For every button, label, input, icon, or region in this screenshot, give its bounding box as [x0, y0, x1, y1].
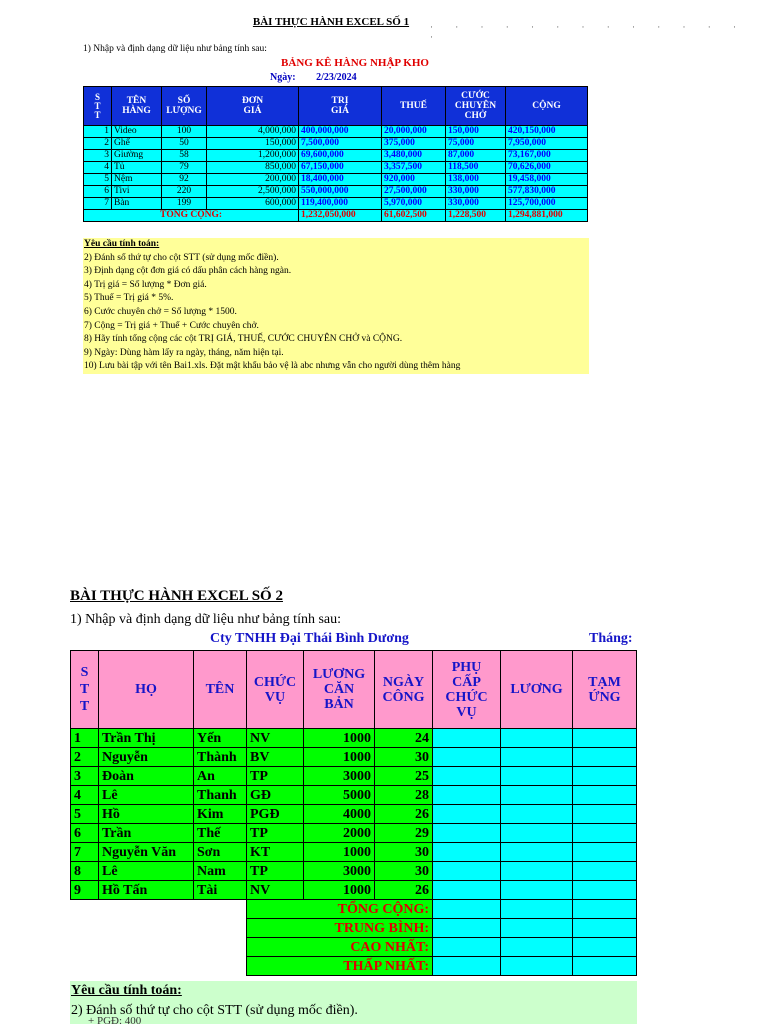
- header-ho[interactable]: HỌ: [99, 651, 194, 729]
- header-ngay-cong[interactable]: NGÀY CÔNG: [375, 651, 433, 729]
- cell-luong-can-ban[interactable]: 2000: [304, 824, 375, 843]
- cell-stt[interactable]: 2: [84, 138, 112, 150]
- cell-ho[interactable]: Lê: [99, 862, 194, 881]
- requirements-title: Yêu cầu tính toán:: [71, 983, 182, 998]
- cell-stt[interactable]: 1: [71, 729, 99, 748]
- total-row: [84, 210, 588, 222]
- table-row: [84, 162, 588, 174]
- cell-chuc-vu[interactable]: NV: [247, 881, 304, 900]
- blank-cell: [71, 957, 247, 976]
- cell-ten[interactable]: Yến: [194, 729, 247, 748]
- requirement-item: 3) Định dạng cột đơn giá có dấu phân cách hàng ngàn.: [84, 266, 292, 277]
- cell-chuc-vu[interactable]: TP: [247, 824, 304, 843]
- cell-chuc-vu[interactable]: NV: [247, 729, 304, 748]
- total-tri-gia[interactable]: 1,232,050,000: [299, 210, 382, 222]
- cell-ngay-cong[interactable]: 24: [375, 729, 433, 748]
- cell-phu-cap[interactable]: [433, 862, 501, 881]
- summary-row: [71, 957, 637, 976]
- header-phu-cap[interactable]: PHỤ CẤP CHỨC VỤ: [433, 651, 501, 729]
- cell-cong[interactable]: 7,950,000: [506, 138, 588, 150]
- cell-cuoc[interactable]: 330,000: [446, 198, 506, 210]
- total-cuoc[interactable]: 1,228,500: [446, 210, 506, 222]
- summary-label-average[interactable]: TRUNG BÌNH:: [247, 919, 433, 938]
- cell-don-gia[interactable]: 600,000: [207, 198, 299, 210]
- header-tri-gia[interactable]: TRỊ GIÁ: [299, 87, 382, 126]
- cell-thue[interactable]: 3,357,500: [382, 162, 446, 174]
- exercise1-title: BÀI THỰC HÀNH EXCEL SỐ 1: [252, 16, 410, 28]
- total-thue[interactable]: 61,602,500: [382, 210, 446, 222]
- cell-phu-cap[interactable]: [433, 805, 501, 824]
- cell-tri-gia[interactable]: 7,500,000: [299, 138, 382, 150]
- date-label: Ngày:: [270, 72, 296, 83]
- cell-so-luong[interactable]: 220: [162, 186, 207, 198]
- cell-ten-hang[interactable]: Bàn: [112, 198, 162, 210]
- table-row: [71, 881, 637, 900]
- cell-phu-cap[interactable]: [433, 919, 501, 938]
- cell-cong[interactable]: 19,458,000: [506, 174, 588, 186]
- table-row: [84, 174, 588, 186]
- cell-tam-ung[interactable]: [573, 729, 637, 748]
- cell-ngay-cong[interactable]: 26: [375, 881, 433, 900]
- cell-phu-cap[interactable]: [433, 748, 501, 767]
- requirement-item: 4) Trị giá = Số lượng * Đơn giá.: [84, 279, 207, 290]
- cell-tri-gia[interactable]: 119,400,000: [299, 198, 382, 210]
- header-stt-label: S T T: [94, 91, 101, 120]
- summary-label-min[interactable]: THẤP NHẤT:: [247, 957, 433, 976]
- cell-luong[interactable]: [501, 824, 573, 843]
- cell-luong[interactable]: [501, 919, 573, 938]
- cell-stt[interactable]: 6: [71, 824, 99, 843]
- company-name: Cty TNHH Đại Thái Bình Dương: [210, 631, 409, 646]
- cell-luong-can-ban[interactable]: 1000: [304, 748, 375, 767]
- cell-ho[interactable]: Hồ Tấn: [99, 881, 194, 900]
- cell-cong[interactable]: 577,830,000: [506, 186, 588, 198]
- cell-thue[interactable]: 375,000: [382, 138, 446, 150]
- cell-chuc-vu[interactable]: GĐ: [247, 786, 304, 805]
- exercise1-date: [270, 72, 357, 83]
- cell-luong[interactable]: [501, 843, 573, 862]
- inventory-header-row: [84, 87, 588, 126]
- cell-luong[interactable]: [501, 748, 573, 767]
- cell-ten[interactable]: Nam: [194, 862, 247, 881]
- blank-cell: [71, 919, 247, 938]
- cell-cuoc[interactable]: 330,000: [446, 186, 506, 198]
- total-cong[interactable]: 1,294,881,000: [506, 210, 588, 222]
- exercise1-table-heading: BẢNG KÊ HÀNG NHẬP KHO: [281, 57, 429, 69]
- cell-stt[interactable]: 5: [84, 174, 112, 186]
- cell-luong[interactable]: [501, 957, 573, 976]
- cell-phu-cap[interactable]: [433, 881, 501, 900]
- cell-cuoc[interactable]: 87,000: [446, 150, 506, 162]
- cell-luong[interactable]: [501, 786, 573, 805]
- summary-label-total[interactable]: TỔNG CỘNG:: [247, 900, 433, 919]
- requirement-item: 10) Lưu bài tập với tên Bai1.xls. Đặt mật khẩu bảo vệ là abc nhưng vẫn cho người dùng thêm hàng: [84, 361, 461, 372]
- cell-stt[interactable]: 3: [71, 767, 99, 786]
- cell-cong[interactable]: 70,626,000: [506, 162, 588, 174]
- table-row: [84, 150, 588, 162]
- cell-thue[interactable]: 920,000: [382, 174, 446, 186]
- cell-stt[interactable]: 8: [71, 862, 99, 881]
- cell-thue[interactable]: 3,480,000: [382, 150, 446, 162]
- cell-phu-cap[interactable]: [433, 843, 501, 862]
- cell-tri-gia[interactable]: 18,400,000: [299, 174, 382, 186]
- cell-cong[interactable]: 125,700,000: [506, 198, 588, 210]
- cell-ten-hang[interactable]: Tivi: [112, 186, 162, 198]
- cell-so-luong[interactable]: 50: [162, 138, 207, 150]
- cell-tri-gia[interactable]: 550,000,000: [299, 186, 382, 198]
- table-row: [71, 824, 637, 843]
- cell-don-gia[interactable]: 2,500,000: [207, 186, 299, 198]
- requirement-item: 2) Đánh số thứ tự cho cột STT (sử dụng mốc điền).: [71, 1003, 358, 1018]
- header-ten-hang[interactable]: TÊN HÀNG: [112, 87, 162, 126]
- cell-cuoc[interactable]: 138,000: [446, 174, 506, 186]
- cell-ho[interactable]: Hồ: [99, 805, 194, 824]
- cell-don-gia[interactable]: 1,200,000: [207, 150, 299, 162]
- cell-luong-can-ban[interactable]: 4000: [304, 805, 375, 824]
- cell-stt[interactable]: 7: [84, 198, 112, 210]
- blank-cell: [71, 938, 247, 957]
- inventory-table: [83, 86, 588, 222]
- cell-thue[interactable]: 5,970,000: [382, 198, 446, 210]
- cell-ngay-cong[interactable]: 25: [375, 767, 433, 786]
- cell-luong[interactable]: [501, 767, 573, 786]
- header-thue[interactable]: THUẾ: [382, 87, 446, 126]
- cell-luong[interactable]: [501, 862, 573, 881]
- cell-luong-can-ban[interactable]: 1000: [304, 843, 375, 862]
- cell-tam-ung[interactable]: [573, 900, 637, 919]
- cell-ten-hang[interactable]: Tủ: [112, 162, 162, 174]
- cell-stt[interactable]: 4: [71, 786, 99, 805]
- cell-ngay-cong[interactable]: 30: [375, 843, 433, 862]
- summary-row: [71, 900, 637, 919]
- cell-luong[interactable]: [501, 881, 573, 900]
- cell-stt[interactable]: 6: [84, 186, 112, 198]
- cell-ten[interactable]: Thành: [194, 748, 247, 767]
- cell-ho[interactable]: Trần: [99, 824, 194, 843]
- cell-ngay-cong[interactable]: 26: [375, 805, 433, 824]
- payroll-table: [70, 650, 637, 976]
- cell-ten[interactable]: Sơn: [194, 843, 247, 862]
- cell-ho[interactable]: Lê: [99, 786, 194, 805]
- cell-ho[interactable]: Đoàn: [99, 767, 194, 786]
- cell-tam-ung[interactable]: [573, 805, 637, 824]
- cell-phu-cap[interactable]: [433, 824, 501, 843]
- cell-luong-can-ban[interactable]: 3000: [304, 767, 375, 786]
- cell-cong[interactable]: 73,167,000: [506, 150, 588, 162]
- exercise2-title: BÀI THỰC HÀNH EXCEL SỐ 2: [70, 588, 283, 604]
- table-row: [84, 198, 588, 210]
- cell-chuc-vu[interactable]: TP: [247, 862, 304, 881]
- overlap-text: + PGĐ: 400: [88, 1015, 142, 1027]
- cell-don-gia[interactable]: 4,000,000: [207, 126, 299, 138]
- requirement-item: 6) Cước chuyên chở = Số lượng * 1500.: [84, 306, 237, 317]
- cell-don-gia[interactable]: 850,000: [207, 162, 299, 174]
- cell-ten[interactable]: Kim: [194, 805, 247, 824]
- table-row: [71, 729, 637, 748]
- table-row: [71, 805, 637, 824]
- cell-phu-cap[interactable]: [433, 957, 501, 976]
- cell-tam-ung[interactable]: [573, 786, 637, 805]
- header-chuc-vu[interactable]: CHỨC VỤ: [247, 651, 304, 729]
- cell-luong-can-ban[interactable]: 5000: [304, 786, 375, 805]
- cell-chuc-vu[interactable]: PGĐ: [247, 805, 304, 824]
- header-stt[interactable]: [84, 87, 112, 126]
- cell-ho[interactable]: Trần Thị: [99, 729, 194, 748]
- cell-chuc-vu[interactable]: BV: [247, 748, 304, 767]
- cell-ngay-cong[interactable]: 30: [375, 862, 433, 881]
- table-row: [71, 748, 637, 767]
- cell-stt[interactable]: 9: [71, 881, 99, 900]
- header-stt[interactable]: S T T: [71, 651, 99, 729]
- table-row: [71, 843, 637, 862]
- cell-ten-hang[interactable]: Giường: [112, 150, 162, 162]
- cell-luong[interactable]: [501, 900, 573, 919]
- cell-chuc-vu[interactable]: TP: [247, 767, 304, 786]
- requirement-item: 8) Hãy tính tổng cộng các cột TRỊ GIÁ, THUẾ, CƯỚC CHUYÊN CHỞ và CỘNG.: [84, 334, 403, 345]
- cell-ngay-cong[interactable]: 29: [375, 824, 433, 843]
- exercise2-intro: 1) Nhập và định dạng dữ liệu như bảng tính sau:: [70, 612, 342, 627]
- requirement-item: 2) Đánh số thứ tự cho cột STT (sử dụng mốc điền).: [84, 252, 279, 263]
- dotted-leader: · · · · · · · · · · · · · ·: [430, 22, 746, 42]
- cell-thue[interactable]: 20,000,000: [382, 126, 446, 138]
- cell-ten[interactable]: Thanh: [194, 786, 247, 805]
- table-row: [84, 138, 588, 150]
- cell-tam-ung[interactable]: [573, 957, 637, 976]
- header-cong[interactable]: CỘNG: [506, 87, 588, 126]
- table-row: [84, 126, 588, 138]
- cell-so-luong[interactable]: 79: [162, 162, 207, 174]
- cell-tri-gia[interactable]: 400,000,000: [299, 126, 382, 138]
- cell-stt[interactable]: 2: [71, 748, 99, 767]
- table-row: [84, 186, 588, 198]
- cell-chuc-vu[interactable]: KT: [247, 843, 304, 862]
- cell-tam-ung[interactable]: [573, 938, 637, 957]
- cell-so-luong[interactable]: 92: [162, 174, 207, 186]
- header-don-gia[interactable]: ĐƠN GIÁ: [207, 87, 299, 126]
- cell-tam-ung[interactable]: [573, 824, 637, 843]
- cell-phu-cap[interactable]: [433, 767, 501, 786]
- cell-tam-ung[interactable]: [573, 919, 637, 938]
- cell-tam-ung[interactable]: [573, 862, 637, 881]
- cell-luong[interactable]: [501, 729, 573, 748]
- cell-don-gia[interactable]: 150,000: [207, 138, 299, 150]
- cell-thue[interactable]: 27,500,000: [382, 186, 446, 198]
- exercise2-requirements: [70, 981, 637, 1024]
- cell-cuoc[interactable]: 150,000: [446, 126, 506, 138]
- blank-cell: [71, 900, 247, 919]
- header-so-luong[interactable]: SỐ LƯỢNG: [162, 87, 207, 126]
- cell-ten[interactable]: Thế: [194, 824, 247, 843]
- header-cuoc[interactable]: CƯỚC CHUYÊN CHỞ: [446, 87, 506, 126]
- cell-luong-can-ban[interactable]: 1000: [304, 729, 375, 748]
- cell-luong[interactable]: [501, 805, 573, 824]
- cell-so-luong[interactable]: 58: [162, 150, 207, 162]
- cell-tri-gia[interactable]: 67,150,000: [299, 162, 382, 174]
- cell-ngay-cong[interactable]: 28: [375, 786, 433, 805]
- cell-so-luong[interactable]: 100: [162, 126, 207, 138]
- month-label: Tháng:: [589, 631, 633, 646]
- cell-ho[interactable]: Nguyễn Văn: [99, 843, 194, 862]
- summary-row: [71, 938, 637, 957]
- cell-luong-can-ban[interactable]: 3000: [304, 862, 375, 881]
- cell-ten[interactable]: An: [194, 767, 247, 786]
- cell-stt[interactable]: 4: [84, 162, 112, 174]
- cell-ho[interactable]: Nguyễn: [99, 748, 194, 767]
- cell-ten-hang[interactable]: Nệm: [112, 174, 162, 186]
- header-luong-can-ban[interactable]: LƯƠNG CĂN BẢN: [304, 651, 375, 729]
- cell-tam-ung[interactable]: [573, 881, 637, 900]
- cell-cuoc[interactable]: 75,000: [446, 138, 506, 150]
- table-row: [71, 786, 637, 805]
- requirements-title: Yêu cầu tính toán:: [84, 239, 160, 249]
- cell-phu-cap[interactable]: [433, 729, 501, 748]
- cell-ten-hang[interactable]: Video: [112, 126, 162, 138]
- header-tam-ung[interactable]: TẠM ỨNG: [573, 651, 637, 729]
- cell-ngay-cong[interactable]: 30: [375, 748, 433, 767]
- cell-tam-ung[interactable]: [573, 748, 637, 767]
- cell-ten[interactable]: Tài: [194, 881, 247, 900]
- cell-stt[interactable]: 1: [84, 126, 112, 138]
- cell-stt[interactable]: 5: [71, 805, 99, 824]
- requirement-item: 7) Cộng = Trị giá + Thuế + Cước chuyên chở.: [84, 320, 259, 331]
- total-label[interactable]: TỔNG CỘNG:: [84, 210, 299, 222]
- cell-tri-gia[interactable]: 69,600,000: [299, 150, 382, 162]
- cell-tam-ung[interactable]: [573, 767, 637, 786]
- header-luong[interactable]: LƯƠNG: [501, 651, 573, 729]
- payroll-header-row: [71, 651, 637, 729]
- cell-cuoc[interactable]: 118,500: [446, 162, 506, 174]
- cell-phu-cap[interactable]: [433, 938, 501, 957]
- cell-phu-cap[interactable]: [433, 786, 501, 805]
- exercise1-requirements: [83, 238, 589, 374]
- cell-so-luong[interactable]: 199: [162, 198, 207, 210]
- requirement-item: 5) Thuế = Trị giá * 5%.: [84, 293, 174, 304]
- table-row: [71, 767, 637, 786]
- cell-ten-hang[interactable]: Ghế: [112, 138, 162, 150]
- requirement-item: 9) Ngày: Dùng hàm lấy ra ngày, tháng, năm hiện tại.: [84, 347, 284, 358]
- date-value: 2/23/2024: [316, 72, 357, 83]
- summary-label-max[interactable]: CAO NHẤT:: [247, 938, 433, 957]
- exercise1-intro: 1) Nhập và định dạng dữ liệu như bảng tính sau:: [83, 44, 267, 54]
- summary-row: [71, 919, 637, 938]
- cell-tam-ung[interactable]: [573, 843, 637, 862]
- cell-phu-cap[interactable]: [433, 900, 501, 919]
- cell-stt[interactable]: 7: [71, 843, 99, 862]
- cell-luong[interactable]: [501, 938, 573, 957]
- cell-stt[interactable]: 3: [84, 150, 112, 162]
- cell-luong-can-ban[interactable]: 1000: [304, 881, 375, 900]
- cell-don-gia[interactable]: 200,000: [207, 174, 299, 186]
- cell-cong[interactable]: 420,150,000: [506, 126, 588, 138]
- header-ten[interactable]: TÊN: [194, 651, 247, 729]
- table-row: [71, 862, 637, 881]
